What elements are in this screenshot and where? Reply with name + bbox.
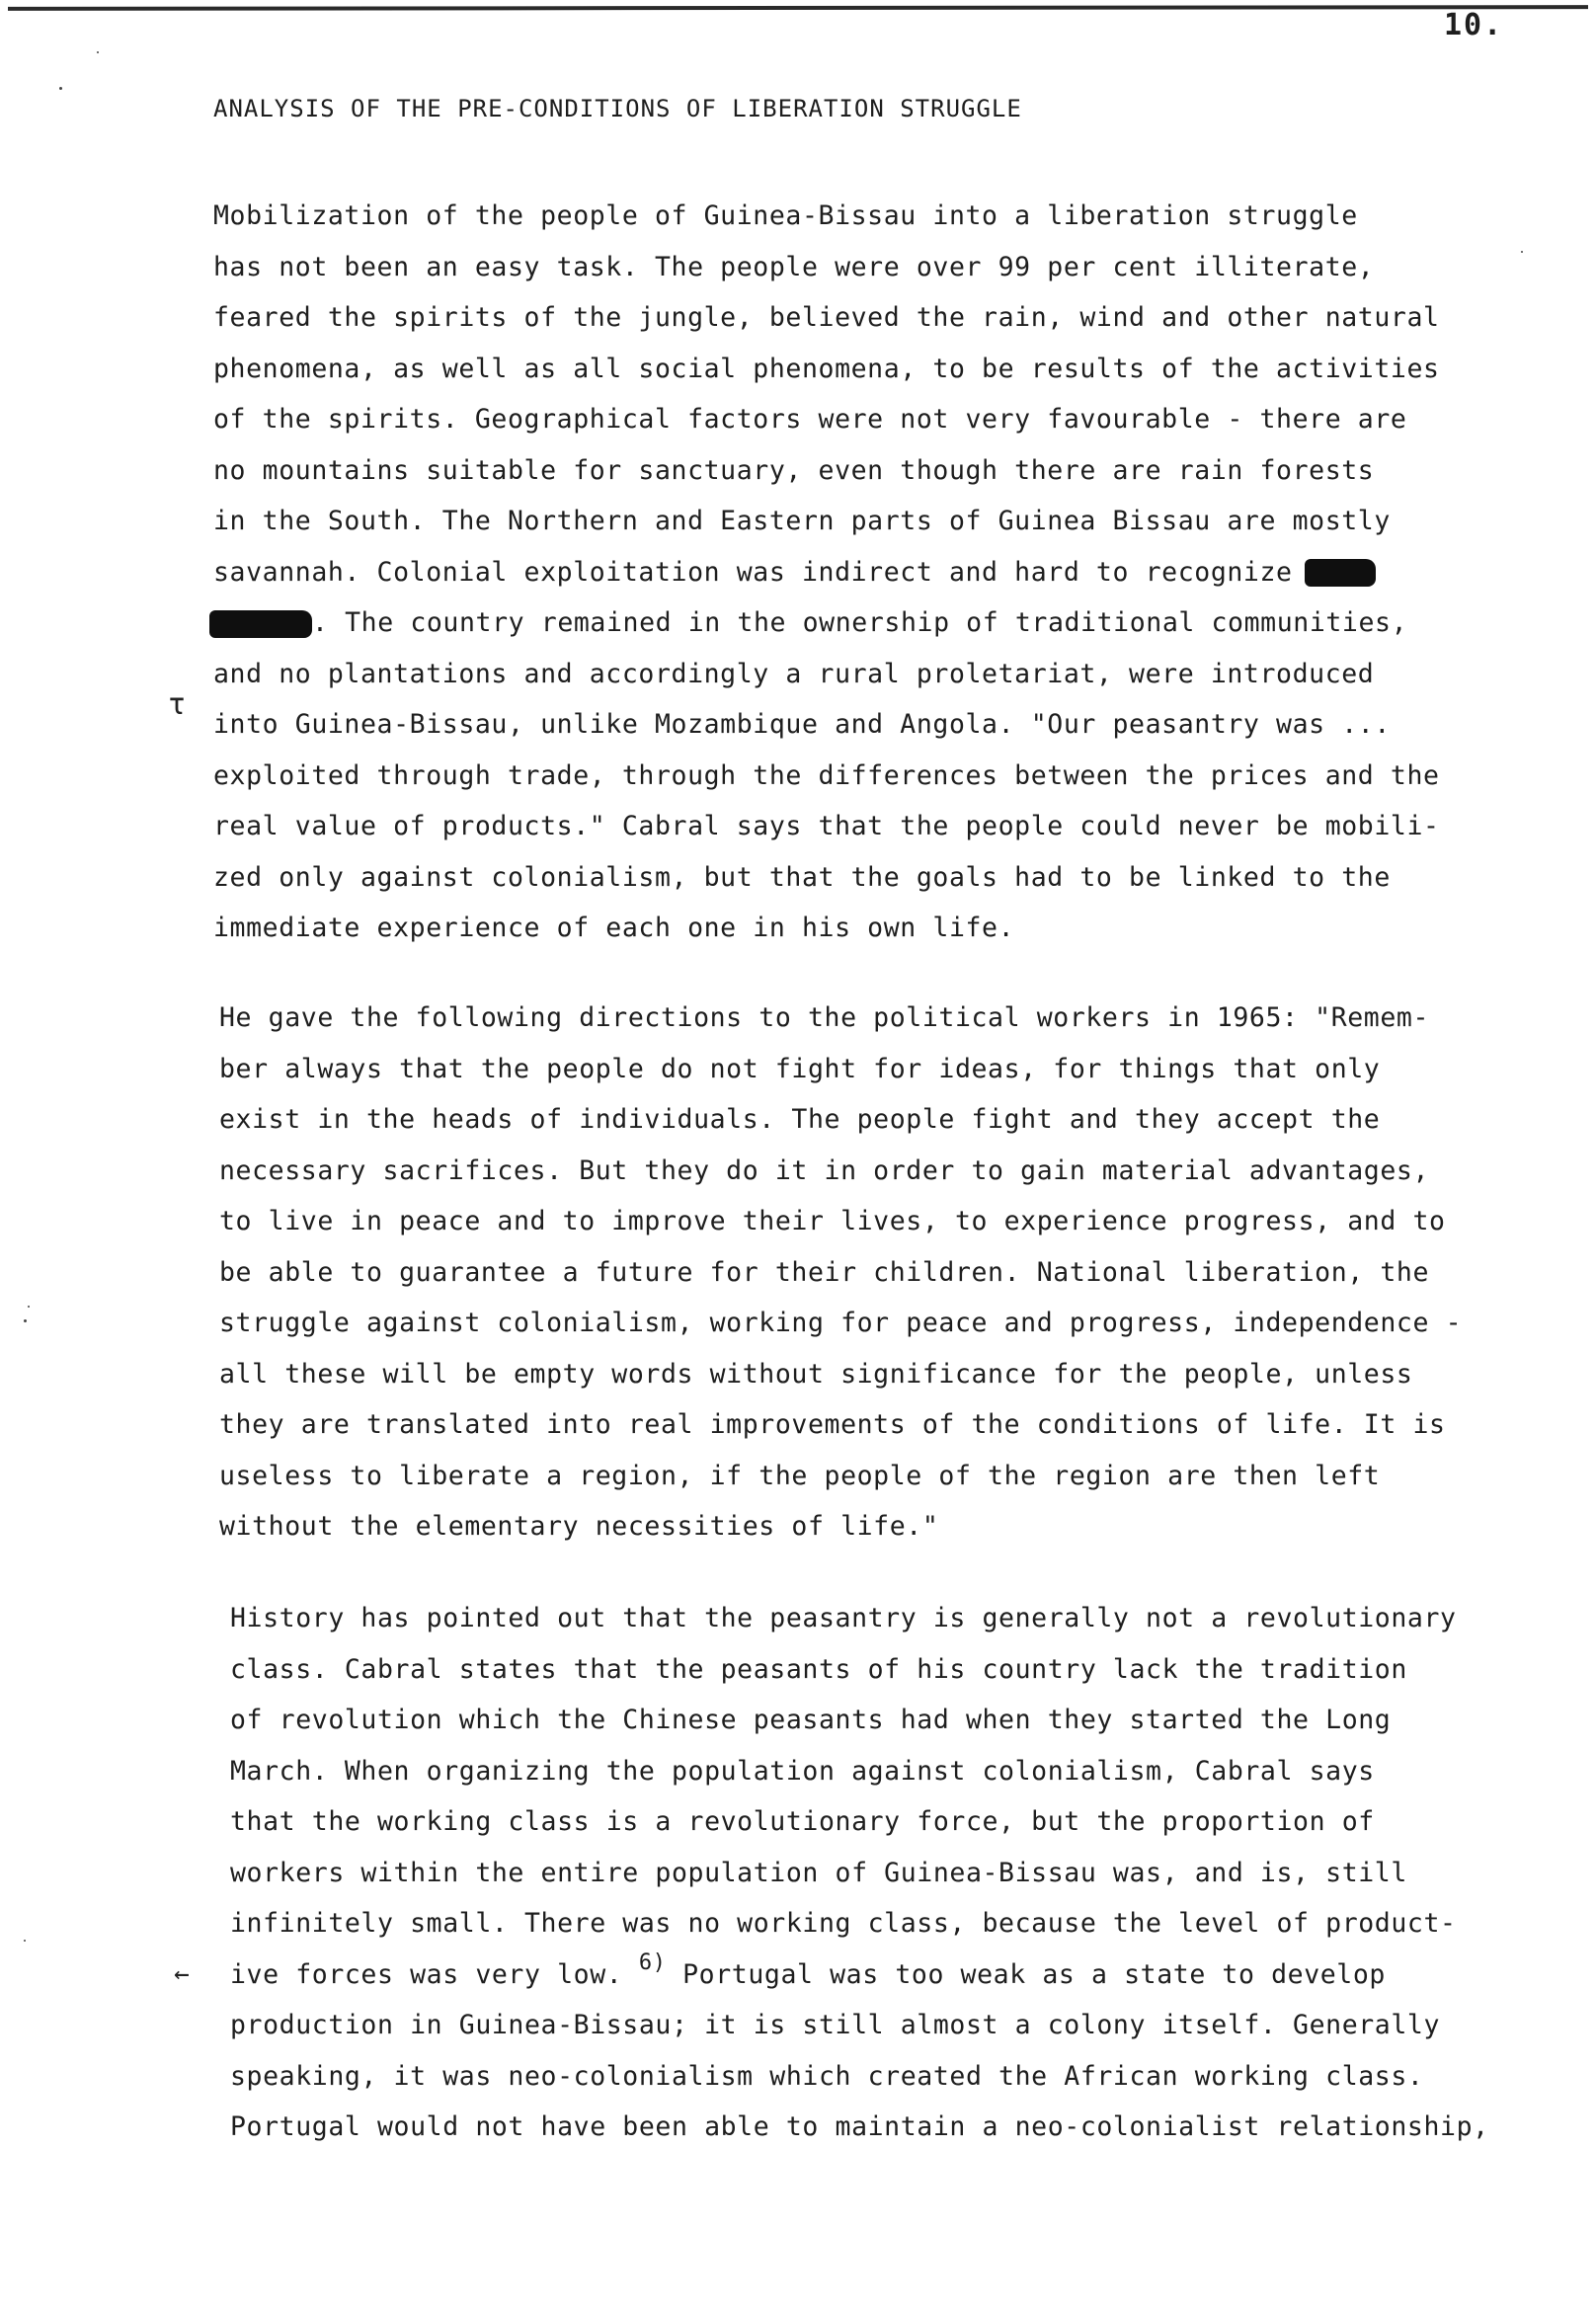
margin-arrow-icon: ← [174,1959,190,1989]
text-line: workers within the entire population of Guinea-Bissau was, and is, still [230,1857,1407,1888]
text-span: ive forces was very low. [230,1958,623,1990]
paragraph-1 [213,191,1440,954]
section-title: ANALYSIS OF THE PRE-CONDITIONS OF LIBERATION STRUGGLE [213,95,1022,122]
text-line: infinitely small. There was no working class, because the level of product- [230,1908,1457,1939]
scan-speck [97,51,99,53]
text-line: no mountains suitable for sanctuary, even though there are rain forests [213,454,1375,486]
text-line-with-footnote [230,1949,1489,2001]
text-line: necessary sacrifices. But they do it in order to gain material advantages, [219,1154,1430,1186]
text-line: production in Guinea-Bissau; it is still almost a colony itself. Generally [230,2010,1441,2040]
text-line-with-redaction [213,597,1440,649]
margin-t-mark: τ [168,687,187,722]
footnote-reference: 6) [638,1949,667,1975]
redaction-mark [1305,559,1376,587]
text-line-with-redaction [213,547,1440,598]
text-line: that the working class is a revolutionary force, but the proportion of [230,1806,1375,1837]
text-span: Portugal was too weak as a state to develop [666,1958,1386,1990]
text-line: immediate experience of each one in his own life. [213,913,1015,943]
scan-speck [24,1319,27,1322]
text-span: savannah. Colonial exploitation was indirect and hard to recognize [213,556,1293,588]
top-rule [8,5,1588,11]
redaction-mark [209,610,312,638]
text-line: Mobilization of the people of Guinea-Bissau into a liberation struggle [213,200,1358,231]
text-line: History has pointed out that the peasantry is generally not a revolutionary [230,1603,1457,1633]
text-line: ber always that the people do not fight for ideas, for things that only [219,1053,1381,1084]
scan-speck [1521,251,1523,253]
text-line: into Guinea-Bissau, unlike Mozambique and Angola. "Our peasantry was ... [213,709,1391,740]
text-line: of the spirits. Geographical factors were not very favourable - there are [213,404,1407,435]
scan-speck [24,1940,26,1942]
text-line: of revolution which the Chinese peasants had when they started the Long [230,1705,1392,1735]
scan-speck [28,1306,30,1308]
text-line: speaking, it was neo-colonialism which created the African working class. [230,2060,1424,2092]
text-line: He gave the following directions to the political workers in 1965: "Remem- [219,1002,1430,1033]
text-line: be able to guarantee a future for their children. National liberation, the [219,1256,1430,1288]
text-span: . The country remained in the ownership of traditional communities, [312,607,1408,638]
text-line: useless to liberate a region, if the people of the region are then left [219,1460,1381,1491]
text-line: March. When organizing the population against colonialism, Cabral says [230,1755,1375,1787]
text-line: zed only against colonialism, but that the goals had to be linked to the [213,861,1391,893]
text-line: without the elementary necessities of life." [219,1511,939,1542]
text-line: class. Cabral states that the peasants of his country lack the tradition [230,1653,1407,1685]
text-line: real value of products." Cabral says that the people could never be mobili- [213,811,1440,841]
text-line: feared the spirits of the jungle, believed the rain, wind and other natural [213,302,1440,333]
text-line: and no plantations and accordingly a rural proletariat, were introduced [213,658,1375,689]
text-line: in the South. The Northern and Eastern parts of Guinea Bissau are mostly [213,506,1391,536]
text-line: all these will be empty words without significance for the people, unless [219,1358,1413,1390]
text-line: phenomena, as well as all social phenomena, to be results of the activities [213,353,1440,384]
text-line: Portugal would not have been able to maintain a neo-colonialist relationship, [230,2111,1489,2142]
scan-speck [59,87,62,90]
text-line: they are translated into real improvements of the conditions of life. It is [219,1409,1446,1440]
text-line: to live in peace and to improve their lives, to experience progress, and to [219,1206,1446,1236]
page-number: 10. [1444,8,1504,42]
text-line: struggle against colonialism, working for peace and progress, independence - [219,1308,1463,1338]
paragraph-2 [219,993,1462,1552]
text-line: has not been an easy task. The people were over 99 per cent illiterate, [213,251,1375,282]
text-line: exploited through trade, through the differences between the prices and the [213,759,1440,791]
paragraph-3 [230,1593,1489,2153]
text-line: exist in the heads of individuals. The people fight and they accept the [219,1104,1381,1135]
